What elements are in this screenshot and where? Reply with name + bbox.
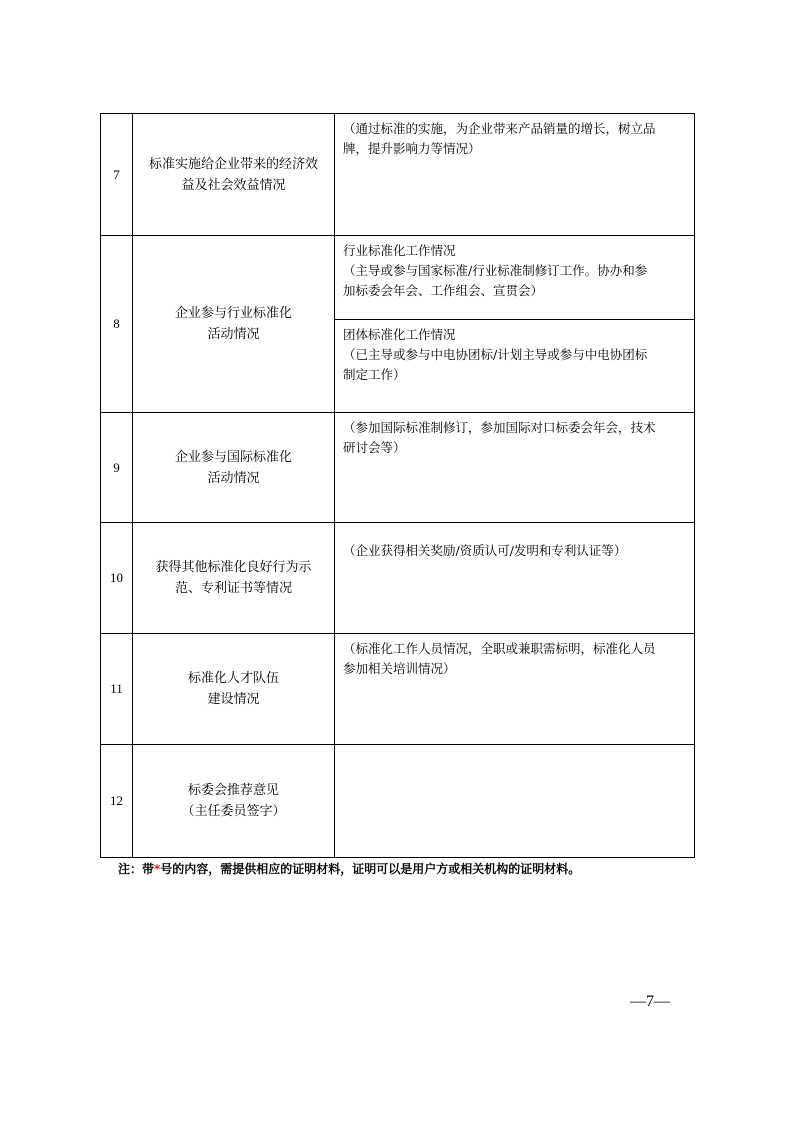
row-content-7[interactable] [335, 114, 695, 236]
item-label-line: 建设情况 [207, 692, 260, 707]
row-number-11: 11 [101, 634, 133, 745]
table-row-12 [101, 745, 695, 858]
item-label-line: 标准实施给企业带来的经济效 [148, 156, 318, 172]
row-item-label-12 [133, 745, 335, 858]
content-line: 团体标准化工作情况 [343, 327, 456, 342]
item-label-line: 标准化人才队伍 [187, 671, 279, 686]
content-line: 研讨会等） [343, 440, 406, 455]
footnote [118, 860, 580, 877]
item-label-line: 范、专利证书等情况 [174, 581, 292, 596]
page-number: —7— [630, 993, 670, 1010]
row-content-10[interactable] [335, 523, 695, 634]
item-label-line: 益及社会效益情况 [181, 177, 286, 193]
item-label-line: 企业参与国际标准化 [174, 449, 292, 465]
content-line: （企业获得相关奖励/资质认可/发明和专利认证等） [343, 543, 627, 558]
content-line: 牌，提升影响力等情况） [343, 141, 481, 156]
content-line: （通过标准的实施，为企业带来产品销量的增长，树立品 [343, 121, 656, 136]
row-content-9[interactable] [335, 413, 695, 523]
table-row-8 [101, 236, 695, 320]
item-label-line: 标委会推荐意见 [187, 783, 279, 798]
row-item-label-7 [133, 114, 335, 236]
row-item-label-9 [133, 413, 335, 523]
table-row-9 [101, 413, 695, 523]
content-line: 参加相关培训情况） [343, 661, 456, 676]
item-label-line: （主任委员签字） [181, 804, 286, 819]
row-content-8-group[interactable] [335, 320, 695, 413]
row-number-9: 9 [101, 413, 133, 523]
content-line: （参加国际标准制修订，参加国际对口标委会年会，技术 [343, 420, 656, 435]
row-item-label-8 [133, 236, 335, 413]
item-label-line: 活动情况 [207, 327, 260, 342]
item-label-line: 获得其他标准化良好行为示 [155, 560, 312, 575]
row-number-7: 7 [101, 114, 133, 236]
table-row-11 [101, 634, 695, 745]
footnote-prefix: 注：带 [118, 862, 155, 876]
application-form-table [100, 113, 695, 858]
row-content-12-signature-area[interactable] [335, 745, 695, 858]
content-line: （主导或参与国家标准/行业标准制修订工作。协办和参 [343, 263, 648, 278]
row-number-10: 10 [101, 523, 133, 634]
item-label-line: 活动情况 [207, 470, 260, 486]
row-item-label-11 [133, 634, 335, 745]
table-row-7 [101, 114, 695, 236]
content-line: 加标委会年会、工作组会、宣贯会） [343, 283, 544, 298]
row-number-12: 12 [101, 745, 133, 858]
row-number-8: 8 [101, 236, 133, 413]
content-line: 行业标准化工作情况 [343, 243, 456, 258]
row-content-11[interactable] [335, 634, 695, 745]
row-content-8-industry[interactable] [335, 236, 695, 320]
content-line: （已主导或参与中电协团标/计划主导或参与中电协团标 [343, 347, 648, 362]
required-star-mark: * [154, 862, 161, 876]
content-line: 制定工作） [343, 367, 406, 382]
footnote-text: 号的内容，需提供相应的证明材料，证明可以是用户方或相关机构的证明材料。 [160, 862, 581, 876]
row-item-label-10 [133, 523, 335, 634]
item-label-line: 企业参与行业标准化 [174, 306, 292, 321]
content-line: （标准化工作人员情况，全职或兼职需标明，标准化人员 [343, 641, 656, 656]
table-row-10 [101, 523, 695, 634]
